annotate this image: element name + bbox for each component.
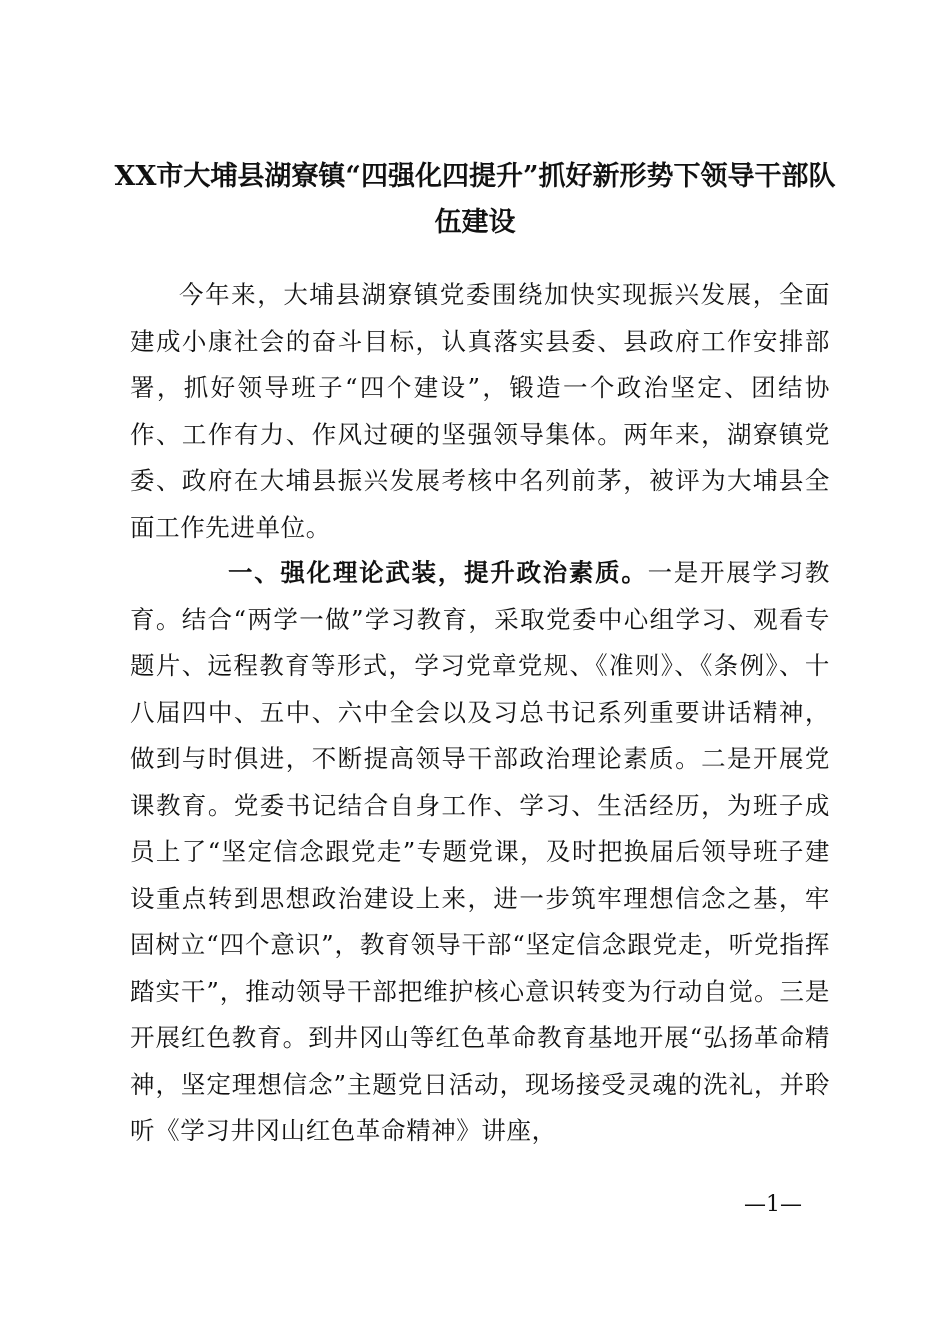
paragraph-intro <box>130 272 830 551</box>
section-heading: 一、强化理论武装，提升政治素质。 <box>228 558 648 587</box>
page-number: —1— <box>744 1192 802 1217</box>
section-body-text: 一是开展学习教育。结合“两学一做”学习教育，采取党委中心组学习、观看专题片、远程教育等形式，学习党章党规、《准则》、《条例》、十八届四中、五中、六中全会以及习总书记系列重要讲话精神，做到与时俱进，不断提高领导干部政治理论素质。二是开展党课教育。党委书记结合自身工作、学习、生活经历，为班子成员上了“坚定信念跟党走”专题党课，及时把换届后领导班子建设重点转到思想政治建设上来，进一步筑牢理想信念之基，牢固树立“四个意识”，教育领导干部“坚定信念跟党走，听党指挥踏实干”，推动领导干部把维护核心意识转变为行动自觉。三是开展红色教育。到井冈山等红色革命教育基地开展“弘扬革命精神，坚定理想信念”主题党日活动，现场接受灵魂的洗礼，并聆听《学习井冈山红色革命精神》讲座， <box>130 558 830 1145</box>
paragraph-intro-text: 今年来，大埔县湖寮镇党委围绕加快实现振兴发展，全面建成小康社会的奋斗目标，认真落实县委、县政府工作安排部署，抓好领导班子“四个建设”，锻造一个政治坚定、团结协作、工作有力、作风过硬的坚强领导集体。两年来，湖寮镇党委、政府在大埔县振兴发展考核中名列前茅，被评为大埔县全面工作先进单位。 <box>130 280 830 542</box>
document-title: XX市大埔县湖寮镇“四强化四提升”抓好新形势下领导干部队伍建设 <box>114 161 836 238</box>
paragraph-section-one <box>130 550 830 1155</box>
